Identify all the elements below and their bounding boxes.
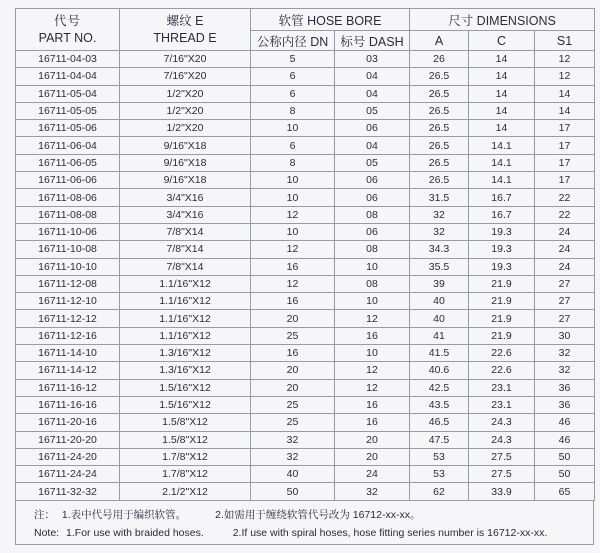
a-cell: 41.5 [410,345,469,362]
dn-cell: 20 [251,310,335,327]
thread-cell: 9/16"X18 [120,154,251,171]
a-cell: 42.5 [410,379,469,396]
table-row [16,448,595,465]
part-no-cell: 16711-20-20 [16,431,120,448]
note-en-2: 2.If use with spiral hoses, hose fitting series number is 16712-xx-xx. [232,527,548,539]
c-cell: 14 [469,51,535,68]
part-no-cell: 16711-14-10 [16,345,120,362]
s1-cell: 12 [535,68,595,85]
c-cell: 14 [469,102,535,119]
notes-box [15,500,594,545]
table-row [16,483,595,500]
thread-cell: 3/4"X16 [120,189,251,206]
part-no-cell: 16711-12-16 [16,327,120,344]
c-cell: 22.6 [469,362,535,379]
a-cell: 35.5 [410,258,469,275]
thread-cell: 1.1/16"X12 [120,310,251,327]
dash-cell: 24 [335,466,410,483]
table-row [16,241,595,258]
dash-cell: 10 [335,345,410,362]
dn-cell: 5 [251,51,335,68]
dash-cell: 05 [335,154,410,171]
part-no-cell: 16711-16-16 [16,396,120,413]
dash-cell: 06 [335,189,410,206]
a-cell: 32 [410,223,469,240]
part-no-cell: 16711-05-06 [16,120,120,137]
note-line-en [34,524,593,542]
thread-cell: 1.1/16"X12 [120,293,251,310]
s1-cell: 24 [535,241,595,258]
dn-cell: 20 [251,379,335,396]
table-row [16,68,595,85]
part-no-cell: 16711-05-05 [16,102,120,119]
a-cell: 39 [410,275,469,292]
s1-cell: 46 [535,414,595,431]
a-cell: 32 [410,206,469,223]
dash-cell: 32 [335,483,410,500]
s1-cell: 17 [535,172,595,189]
c-cell: 21.9 [469,293,535,310]
dn-cell: 12 [251,275,335,292]
dn-cell: 10 [251,189,335,206]
s1-cell: 27 [535,310,595,327]
dimensions-header: 尺寸 DIMENSIONS [410,9,595,31]
table-row [16,258,595,275]
s1-cell: 22 [535,206,595,223]
a-header: A [410,31,469,51]
thread-cell: 1.5/16"X12 [120,379,251,396]
a-cell: 43.5 [410,396,469,413]
table-row [16,310,595,327]
dn-cell: 20 [251,362,335,379]
dn-cell: 16 [251,293,335,310]
thread-cell: 7/16"X20 [120,68,251,85]
dash-cell: 06 [335,172,410,189]
c-cell: 33.9 [469,483,535,500]
c-cell: 24.3 [469,414,535,431]
dash-cell: 04 [335,68,410,85]
c-cell: 27.5 [469,466,535,483]
thread-cell: 1.5/8"X12 [120,431,251,448]
s1-cell: 36 [535,379,595,396]
table-row [16,293,595,310]
part-no-cell: 16711-08-06 [16,189,120,206]
dn-header: 公称内径 DN [251,31,335,51]
thread-cell: 7/16"X20 [120,51,251,68]
c-cell: 16.7 [469,206,535,223]
part-no-cell: 16711-10-06 [16,223,120,240]
part-no-cell: 16711-24-24 [16,466,120,483]
table-row [16,120,595,137]
table-row [16,345,595,362]
table-row [16,102,595,119]
dn-cell: 8 [251,154,335,171]
s1-cell: 50 [535,448,595,465]
dn-cell: 32 [251,431,335,448]
hose-bore-header: 软管 HOSE BORE [251,9,410,31]
dash-cell: 20 [335,448,410,465]
table-row [16,466,595,483]
thread-cell: 9/16"X18 [120,172,251,189]
dimension-table [15,8,595,501]
dash-cell: 04 [335,85,410,102]
dash-cell: 06 [335,120,410,137]
s1-cell: 27 [535,275,595,292]
note-en-1: 1.For use with braided hoses. [66,527,204,539]
table-row [16,379,595,396]
part-no-cell: 16711-24-20 [16,448,120,465]
c-cell: 14 [469,85,535,102]
a-cell: 26 [410,51,469,68]
note-line-zh [34,506,593,524]
s1-cell: 32 [535,362,595,379]
dash-cell: 12 [335,362,410,379]
thread-cell: 1.3/16"X12 [120,362,251,379]
s1-cell: 14 [535,102,595,119]
thread-cell: 7/8"X14 [120,241,251,258]
a-cell: 26.5 [410,120,469,137]
s1-cell: 32 [535,345,595,362]
note-zh-1: 1.表中代号用于编织软管。 [61,509,187,521]
thread-cell: 7/8"X14 [120,223,251,240]
part-no-cell: 16711-14-12 [16,362,120,379]
c-cell: 21.9 [469,275,535,292]
thread-header [120,9,251,51]
a-cell: 26.5 [410,172,469,189]
table-row [16,223,595,240]
c-cell: 21.9 [469,327,535,344]
s1-cell: 14 [535,85,595,102]
table-row [16,206,595,223]
c-cell: 14.1 [469,172,535,189]
dash-cell: 08 [335,206,410,223]
s1-cell: 17 [535,120,595,137]
table-row [16,137,595,154]
s1-header: S1 [535,31,595,51]
part-no-cell: 16711-06-05 [16,154,120,171]
table-row [16,327,595,344]
a-cell: 40 [410,310,469,327]
dn-cell: 40 [251,466,335,483]
c-cell: 23.1 [469,396,535,413]
table-row [16,362,595,379]
dash-cell: 08 [335,275,410,292]
part-no-cell: 16711-12-12 [16,310,120,327]
part-no-cell: 16711-06-04 [16,137,120,154]
dash-cell: 12 [335,310,410,327]
thread-cell: 7/8"X14 [120,258,251,275]
s1-cell: 24 [535,223,595,240]
c-cell: 24.3 [469,431,535,448]
thread-cell: 1/2"X20 [120,102,251,119]
thread-cell: 1.5/8"X12 [120,414,251,431]
s1-cell: 12 [535,51,595,68]
table-row [16,275,595,292]
s1-cell: 50 [535,466,595,483]
thread-cell: 3/4"X16 [120,206,251,223]
dash-cell: 16 [335,414,410,431]
s1-cell: 65 [535,483,595,500]
part-no-cell: 16711-32-32 [16,483,120,500]
s1-cell: 36 [535,396,595,413]
a-cell: 31.5 [410,189,469,206]
c-cell: 16.7 [469,189,535,206]
dn-cell: 25 [251,414,335,431]
a-cell: 26.5 [410,154,469,171]
part-no-cell: 16711-12-08 [16,275,120,292]
c-header: C [469,31,535,51]
table-row [16,85,595,102]
dn-cell: 16 [251,258,335,275]
c-cell: 14.1 [469,154,535,171]
table-body [16,51,595,501]
a-cell: 34.3 [410,241,469,258]
dn-cell: 6 [251,68,335,85]
s1-cell: 17 [535,154,595,171]
thread-cell: 1.5/16"X12 [120,396,251,413]
table-row [16,172,595,189]
part-no-cell: 16711-20-16 [16,414,120,431]
dash-cell: 16 [335,396,410,413]
part-no-header-zh: 代号 [53,13,81,28]
thread-cell: 1/2"X20 [120,85,251,102]
a-cell: 62 [410,483,469,500]
dash-cell: 05 [335,102,410,119]
a-cell: 46.5 [410,414,469,431]
s1-cell: 17 [535,137,595,154]
a-cell: 26.5 [410,137,469,154]
c-cell: 27.5 [469,448,535,465]
dn-cell: 25 [251,396,335,413]
thread-cell: 1.1/16"X12 [120,327,251,344]
a-cell: 26.5 [410,85,469,102]
part-no-cell: 16711-16-12 [16,379,120,396]
part-no-cell: 16711-05-04 [16,85,120,102]
table-row [16,51,595,68]
dn-cell: 25 [251,327,335,344]
dash-cell: 08 [335,241,410,258]
a-cell: 53 [410,448,469,465]
thread-cell: 1.1/16"X12 [120,275,251,292]
part-no-cell: 16711-04-03 [16,51,120,68]
c-cell: 23.1 [469,379,535,396]
thread-cell: 1.7/8"X12 [120,448,251,465]
dash-cell: 12 [335,379,410,396]
dn-cell: 12 [251,206,335,223]
dash-header: 标号 DASH [335,31,410,51]
thread-header-en: THREAD E [153,30,217,45]
thread-header-zh: 螺纹 E [166,13,204,28]
a-cell: 26.5 [410,68,469,85]
thread-cell: 1.3/16"X12 [120,345,251,362]
dn-cell: 10 [251,120,335,137]
thread-cell: 1.7/8"X12 [120,466,251,483]
dash-cell: 04 [335,137,410,154]
part-no-cell: 16711-08-08 [16,206,120,223]
dash-cell: 20 [335,431,410,448]
c-cell: 19.3 [469,241,535,258]
a-cell: 53 [410,466,469,483]
part-no-header-en: PART NO. [38,30,97,45]
table-row [16,396,595,413]
s1-cell: 27 [535,293,595,310]
a-cell: 26.5 [410,102,469,119]
c-cell: 21.9 [469,310,535,327]
part-no-cell: 16711-12-10 [16,293,120,310]
s1-cell: 22 [535,189,595,206]
a-cell: 40 [410,293,469,310]
c-cell: 19.3 [469,223,535,240]
dn-cell: 10 [251,223,335,240]
thread-cell: 9/16"X18 [120,137,251,154]
dn-cell: 12 [251,241,335,258]
note-zh-prefix: 注： [34,509,55,521]
c-cell: 14 [469,120,535,137]
s1-cell: 24 [535,258,595,275]
s1-cell: 30 [535,327,595,344]
a-cell: 40.6 [410,362,469,379]
thread-cell: 1/2"X20 [120,120,251,137]
c-cell: 14.1 [469,137,535,154]
note-zh-2: 2.如需用于缠绕软管代号改为 16712-xx-xx。 [215,509,421,521]
table-row [16,414,595,431]
part-no-cell: 16711-10-10 [16,258,120,275]
dn-cell: 10 [251,172,335,189]
part-no-cell: 16711-10-08 [16,241,120,258]
dn-cell: 16 [251,345,335,362]
table-row [16,431,595,448]
s1-cell: 46 [535,431,595,448]
dash-cell: 06 [335,223,410,240]
c-cell: 14 [469,68,535,85]
dash-cell: 10 [335,258,410,275]
part-no-cell: 16711-04-04 [16,68,120,85]
part-no-header [16,9,120,51]
dash-cell: 16 [335,327,410,344]
dn-cell: 32 [251,448,335,465]
table-row [16,154,595,171]
table-row [16,189,595,206]
dn-cell: 6 [251,137,335,154]
dn-cell: 50 [251,483,335,500]
dash-cell: 10 [335,293,410,310]
dash-cell: 03 [335,51,410,68]
note-en-prefix: Note: [34,527,60,539]
a-cell: 41 [410,327,469,344]
c-cell: 19.3 [469,258,535,275]
c-cell: 22.6 [469,345,535,362]
dn-cell: 8 [251,102,335,119]
thread-cell: 2.1/2"X12 [120,483,251,500]
part-no-cell: 16711-06-06 [16,172,120,189]
dn-cell: 6 [251,85,335,102]
a-cell: 47.5 [410,431,469,448]
